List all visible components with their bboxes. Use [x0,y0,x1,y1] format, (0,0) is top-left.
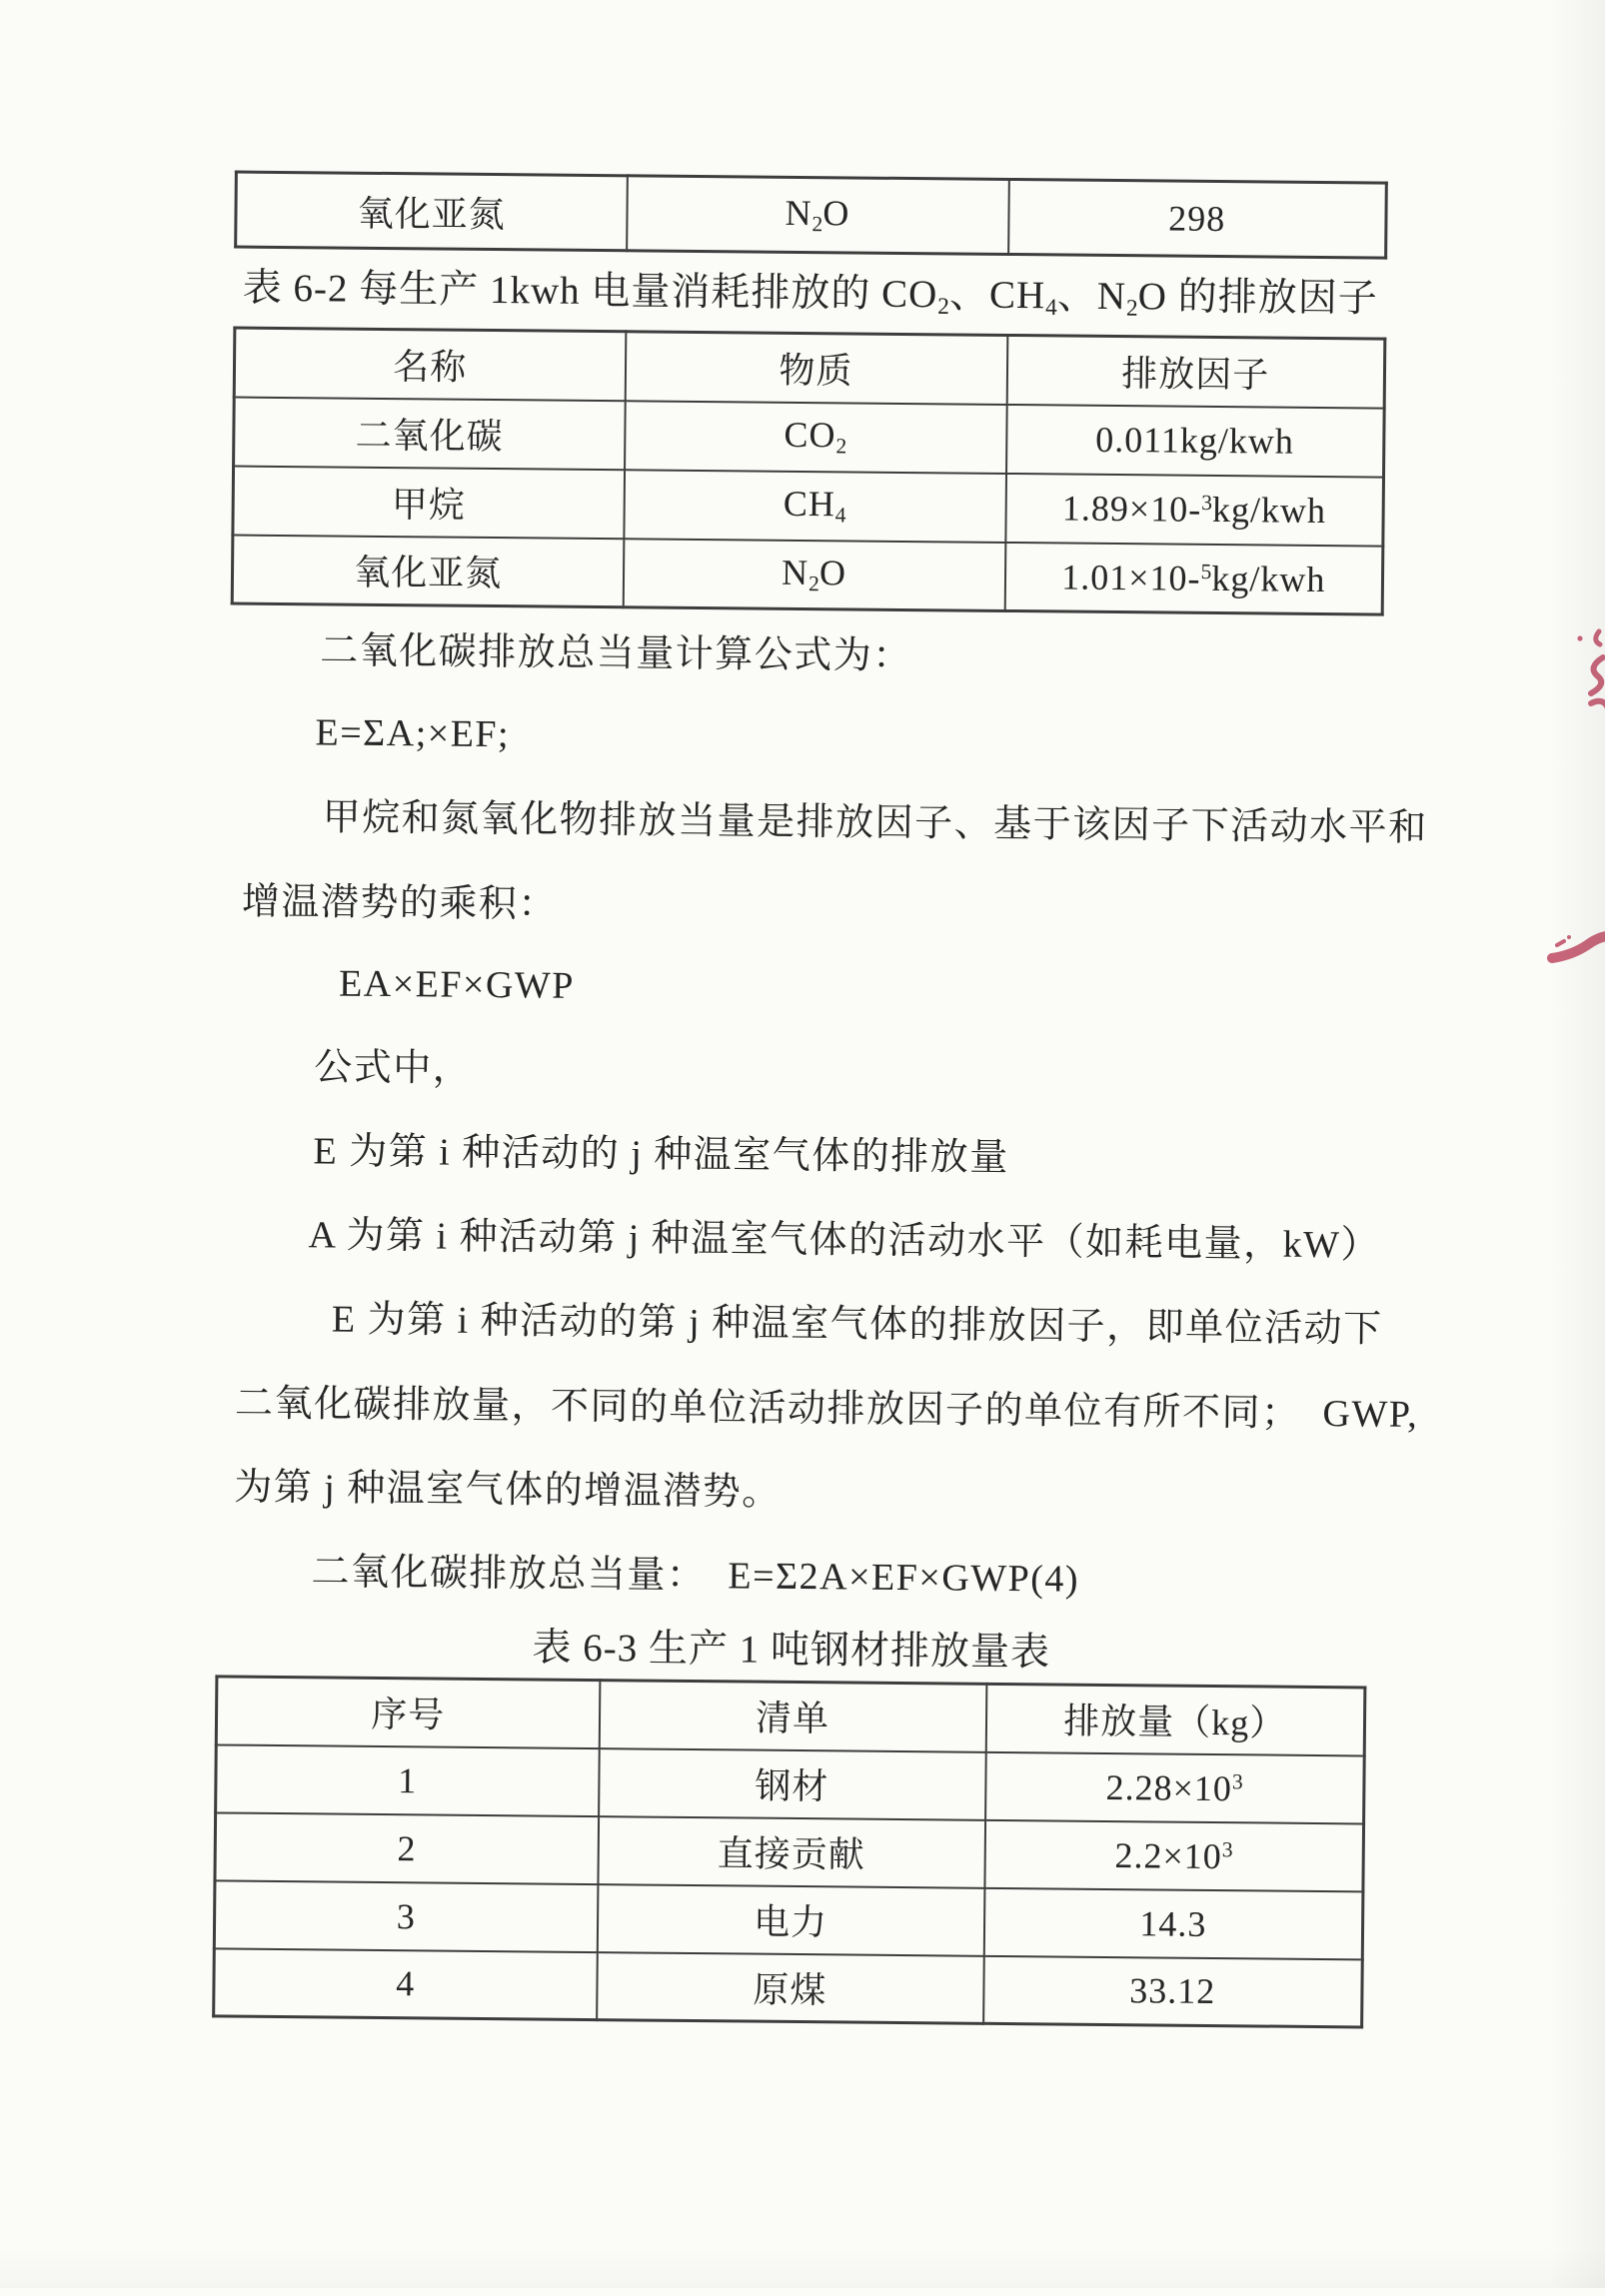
table-header-row [234,328,1385,408]
paragraph-line: 增温潜势的乘积： [241,880,559,926]
table-cell-value: 33.12 [983,1955,1363,2027]
table-continued-row [234,171,1388,260]
paragraph-line: 二氧化碳排放总当量计算公式为： [320,629,912,678]
header-cell: 排放量（kg） [985,1684,1365,1755]
table-row [234,397,1385,477]
table-cell-no: 4 [214,1948,598,2020]
formula-line: E=ΣA;×EF; [315,711,511,756]
paragraph-line: 公式中， [314,1046,473,1090]
paragraph-line: 甲烷和氮氧化物排放当量是排放因子、基于该因子下活动水平和 [322,796,1428,850]
table-cell-no: 3 [214,1880,598,1952]
table-6-2 [231,327,1387,616]
table-cell-name: 甲烷 [233,466,625,539]
paragraph-line: E 为第 i 种活动的第 j 种温室气体的排放因子，即单位活动下 [331,1298,1383,1351]
table-cell-item: 电力 [597,1884,984,1956]
header-cell: 清单 [599,1681,986,1752]
table-6-3-caption: 表 6-3 生产 1 吨钢材排放量表 [532,1626,1051,1675]
table-row [214,1948,1363,2027]
table-cell-substance: $N_2O$ [623,539,1005,611]
table-row [216,1744,1365,1823]
table-cell-item: 原煤 [597,1952,984,2024]
table-cell-substance: $N_2O$ [627,176,1009,255]
table-cell-name: 氧化亚氮 [232,535,624,607]
header-cell: 物质 [625,332,1007,405]
table-cell-value: 298 [1008,179,1387,258]
table-cell-value: $2.28\times 10^3$ [985,1751,1365,1823]
table-cell-value: $2.2\times 10^3$ [984,1819,1364,1891]
paragraph-line: 二氧化碳排放量，不同的单位活动排放因子的单位有所不同； GWP, [234,1382,1419,1436]
table-cell-substance: $CO_2$ [625,401,1007,474]
table-cell-name: 二氧化碳 [234,397,626,470]
table-cell-value: 14.3 [983,1887,1363,1959]
table-row [215,1812,1364,1891]
red-ink-mark-icon [1567,625,1605,729]
formula-line: EA×EF×GWP [338,962,576,1007]
paragraph-line: 为第 j 种温室气体的增温潜势。 [234,1466,782,1514]
formula-line: 二氧化碳排放总当量： E=Σ2A×EF×GWP(4) [311,1551,1080,1601]
table-cell-factor: 1.01×10-$^5$kg/kwh [1004,542,1383,614]
table-header-row [216,1677,1365,1755]
table-cell-name: 氧化亚氮 [236,172,628,251]
table-cell-item: 钢材 [599,1748,986,1820]
paragraph-line: E 为第 i 种活动的 j 种温室气体的排放量 [313,1130,1009,1180]
header-cell: 名称 [234,328,626,401]
table-cell-factor: 1.89×10-$^3$kg/kwh [1005,473,1384,546]
red-ink-mark-icon [1547,915,1605,967]
table-cell-factor: 0.011kg/kwh [1006,404,1385,477]
table-cell-substance: $CH_4$ [624,470,1006,543]
table-row [214,1880,1363,1959]
table-6-3 [212,1675,1366,2028]
table-row [232,535,1383,614]
table-row [236,172,1387,258]
paragraph-line: A 为第 i 种活动第 j 种温室气体的活动水平（如耗电量，kW） [308,1214,1381,1267]
table-cell-no: 1 [216,1744,600,1816]
header-cell: 序号 [216,1677,600,1748]
table-6-2-caption: 表 6-2 每生产 1kwh 电量消耗排放的 $CO_2$、$CH_4$、$N_2O$ 的排放因子 [242,266,1378,322]
table-cell-no: 2 [215,1812,599,1884]
table-cell-item: 直接贡献 [598,1816,985,1888]
table-row [233,466,1384,546]
header-cell: 排放因子 [1006,335,1385,408]
